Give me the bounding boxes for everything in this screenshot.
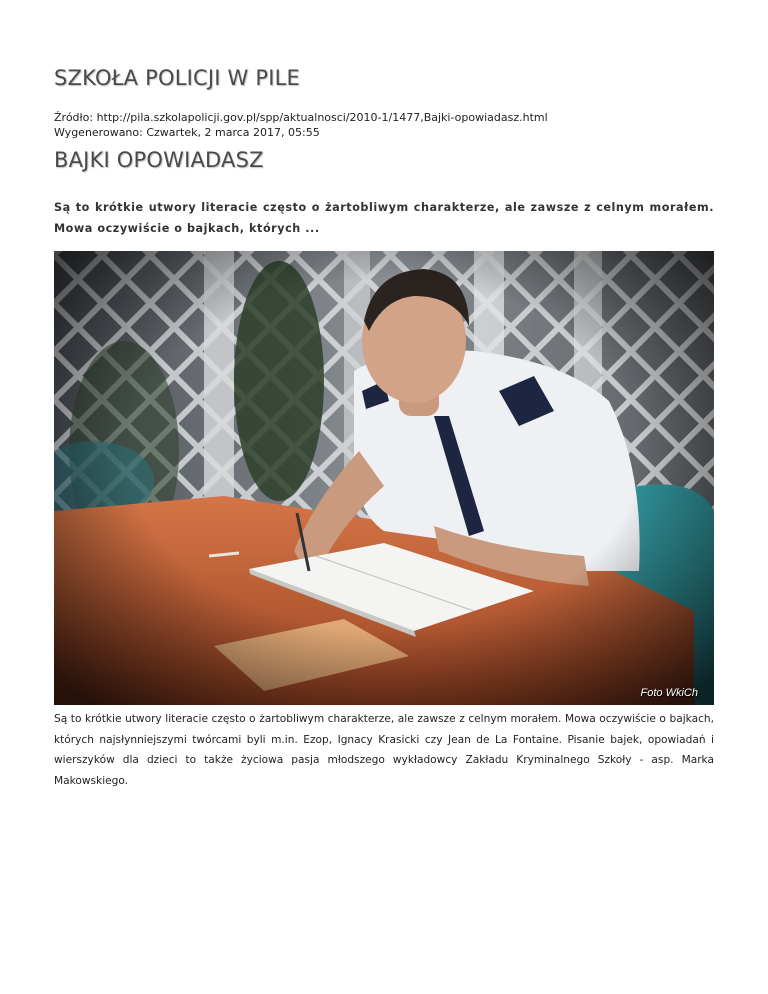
photo-illustration <box>54 251 714 705</box>
document-meta <box>54 111 548 140</box>
article-photo <box>54 251 714 705</box>
source-line: Źródło: http://pila.szkolapolicji.gov.pl/spp/aktualnosci/2010-1/1477,Bajki-opowiadasz.html <box>54 111 548 124</box>
generated-line: Wygenerowano: Czwartek, 2 marca 2017, 05:55 <box>54 125 320 139</box>
site-title: SZKOŁA POLICJI W PILE <box>54 66 300 90</box>
article-body: Są to krótkie utwory literacie często o żartobliwym charakterze, ale zawsze z celnym morałem. Mowa oczywiście o bajkach, których najsłynniejszymi twórcami byli m.in. Ezop, Ignacy Krasicki czy Jean de La Fontaine. Pisanie bajek, opowiadań i wierszyków dla dzieci to także życiowa pasja młodszego wykładowcy Zakładu Kryminalnego Szkoły - asp. Marka Makowskiego. <box>54 713 714 787</box>
photo-credit: Foto WkiCh <box>640 687 698 699</box>
article-lead: Są to krótkie utwory literacie często o żartobliwym charakterze, ale zawsze z celnym morałem. Mowa oczywiście o bajkach, których ... <box>54 201 714 235</box>
article-title: BAJKI OPOWIADASZ <box>54 148 264 172</box>
